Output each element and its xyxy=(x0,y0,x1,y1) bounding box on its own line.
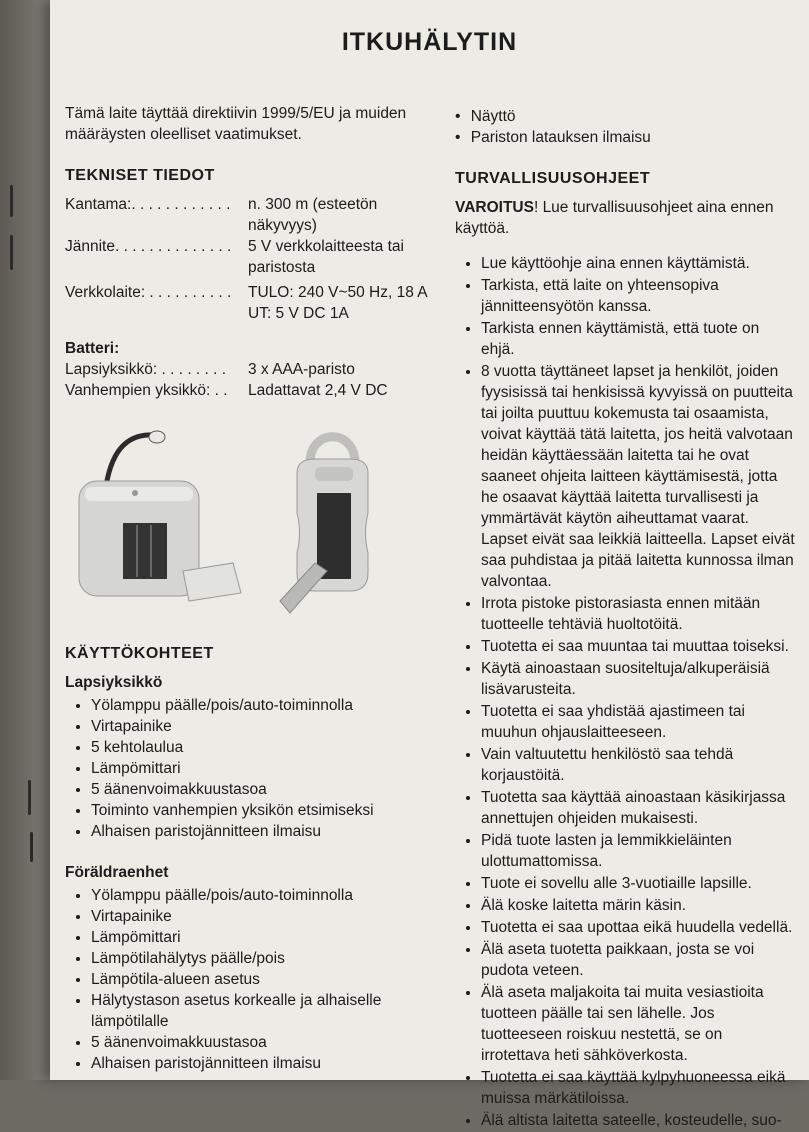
list-item: • Näyttö xyxy=(455,106,795,127)
binding-margin xyxy=(0,0,50,1080)
list-item: • Älä koske laitetta märin käsin. xyxy=(481,895,795,916)
speaker-grille xyxy=(315,467,353,481)
list-item: • 5 kehtolaulua xyxy=(91,737,440,758)
list-item: • Virtapainike xyxy=(91,716,440,737)
parent-unit-heading: Föräldraenhet xyxy=(65,864,169,881)
child-unit-heading: Lapsiyksikkö xyxy=(65,674,163,691)
spec-row xyxy=(65,236,440,278)
list-item: • Lämpötilahälytys päälle/pois xyxy=(91,948,440,969)
list-item: • Älä aseta maljakoita tai muita vesiastioita tuotteen päälle tai sen lähelle. Jos tuotteeseen roiskuu nestettä, se on irrotettava heti sähköverkosta. xyxy=(481,982,795,1066)
spec-value: Ladattavat 2,4 V DC xyxy=(248,382,388,399)
manual-page xyxy=(50,0,809,1129)
battery-heading: Batteri: xyxy=(65,340,120,357)
spec-value: 5 V verkkolaitteesta tai paristosta xyxy=(248,238,404,276)
lamp-head xyxy=(149,431,165,443)
margin-mark xyxy=(10,235,13,270)
safety-list xyxy=(455,253,795,1131)
product-photo xyxy=(65,423,440,633)
list-item: • Alhaisen paristojännitteen ilmaisu xyxy=(91,1053,440,1074)
margin-mark xyxy=(10,185,13,217)
safety-heading: TURVALLISUUSOHJEET xyxy=(455,170,651,187)
spec-row xyxy=(65,194,440,236)
list-item: • Alhaisen paristojännitteen ilmaisu xyxy=(91,821,440,842)
usage-heading: KÄYTTÖKOHTEET xyxy=(65,645,214,662)
list-item: • Älä aseta tuotetta paikkaan, josta se voi pudota veteen. xyxy=(481,939,795,981)
warning-text xyxy=(455,197,795,239)
list-item: • Pidä tuote lasten ja lemmikkieläinten ulottumattomissa. xyxy=(481,830,795,872)
list-item: • 5 äänenvoimakkuustasoa xyxy=(91,779,440,800)
tech-heading: TEKNISET TIEDOT xyxy=(65,167,215,184)
list-item: • Tuote ei sovellu alle 3-vuotiaille lapsille. xyxy=(481,873,795,894)
margin-mark xyxy=(28,780,31,815)
spec-row xyxy=(65,303,440,324)
list-item: • Lämpömittari xyxy=(91,927,440,948)
spec-value: UT: 5 V DC 1A xyxy=(248,305,349,322)
spec-label: Kantama:. . . . . . . . . . . . xyxy=(65,196,231,213)
list-item: • Toiminto vanhempien yksikön etsimiseksi xyxy=(91,800,440,821)
list-item: • Yölamppu päälle/pois/auto-toiminnolla xyxy=(91,885,440,906)
page-title: ITKUHÄLYTIN xyxy=(341,28,518,56)
spec-value: TULO: 240 V~50 Hz, 18 A xyxy=(248,284,428,301)
list-item: • Yölamppu päälle/pois/auto-toiminnolla xyxy=(91,695,440,716)
spec-row xyxy=(65,359,440,380)
list-item: • Pariston latauksen ilmaisu xyxy=(455,127,795,148)
spec-row xyxy=(65,380,440,401)
spec-value: 3 x AAA-paristo xyxy=(248,361,355,378)
list-item: • Vain valtuutettu henkilöstö saa tehdä korjaustöitä. xyxy=(481,744,795,786)
list-item: • Tuotetta saa käyttää ainoastaan käsikirjassa annettujen ohjeiden mukaisesti. xyxy=(481,787,795,829)
spec-label: Verkkolaite: . . . . . . . . . . xyxy=(65,284,232,301)
display-feature-list xyxy=(455,106,795,148)
list-item: • Lue käyttöohje aina ennen käyttämistä. xyxy=(481,253,795,274)
list-item: • 5 äänenvoimakkuustasoa xyxy=(91,1032,440,1053)
warning-word: VAROITUS xyxy=(455,199,534,216)
list-item: • Tuotetta ei saa yhdistää ajastimeen tai muuhun ohjauslaitteeseen. xyxy=(481,701,795,743)
list-item: • Tarkista ennen käyttämistä, että tuote on ehjä. xyxy=(481,318,795,360)
list-item: • Tuotetta ei saa muuntaa tai muuttaa toiseksi. xyxy=(481,636,795,657)
battery-compartment xyxy=(123,523,167,579)
margin-mark xyxy=(30,832,33,862)
parent-battery-compartment xyxy=(317,493,351,579)
spec-value: n. 300 m (esteetön näkyvyys) xyxy=(248,196,378,234)
list-item: • Lämpömittari xyxy=(91,758,440,779)
right-column xyxy=(455,106,795,1132)
intro-text: Tämä laite täyttää direktiivin 1999/5/EU ja muiden määräysten oleelliset vaatimukset. xyxy=(65,105,407,143)
spec-label: Lapsiyksikkö: . . . . . . . . xyxy=(65,361,227,378)
spec-row xyxy=(65,282,440,303)
list-item: • Virtapainike xyxy=(91,906,440,927)
child-feature-list xyxy=(65,695,440,842)
list-item: • Älä altista laitetta sateelle, kosteudelle, suo- xyxy=(481,1110,795,1131)
list-item: • Tarkista, että laite on yhteensopiva jännitteensyötön kanssa. xyxy=(481,275,795,317)
child-unit-top xyxy=(85,487,193,501)
spec-label xyxy=(65,303,248,324)
list-item: • Tuotetta ei saa upottaa eikä huudella vedellä. xyxy=(481,917,795,938)
list-item: • Käytä ainoastaan suositeltuja/alkuperäisiä lisävarusteita. xyxy=(481,658,795,700)
left-column xyxy=(65,103,440,1074)
power-led xyxy=(132,490,138,496)
list-item: • Tuotetta ei saa käyttää kylpyhuoneessa eikä muissa märkätiloissa. xyxy=(481,1067,795,1109)
list-item: • Irrota pistoke pistorasiasta ennen mitään tuotteelle tehtäviä huoltotöitä. xyxy=(481,593,795,635)
list-item: • Hälytystason asetus korkealle ja alhaiselle lämpötilalle xyxy=(91,990,440,1032)
list-item: • 8 vuotta täyttäneet lapset ja henkilöt, joiden fyysisissä tai henkisissä kyvyissä on puutteita tai joilta puuttuu kokemusta tai osaamista, voivat käyttää tätä laitetta, jos heitä valvotaan heidän käyttäessään laitetta tai he ovat saaneet ohjeita laitteen käyttämisestä, jotta he osaavat käyttää laitetta turvallisesti ja ymmärtävät käytön aiheuttamat vaarat. Lapset eivät saa leikkiä laitteella. Lapset eivät saa puhdistaa ja pitää laitetta kunnossa ilman valvontaa. xyxy=(481,361,795,592)
warning-rest: ! Lue turvallisuusohjeet aina ennen käyttöä. xyxy=(455,199,774,237)
baby-monitor-illustration xyxy=(65,423,395,633)
parent-feature-list xyxy=(65,885,440,1074)
spec-label: Jännite. . . . . . . . . . . . . . xyxy=(65,238,232,255)
spec-label: Vanhempien yksikkö: . . xyxy=(65,382,228,399)
list-item: • Lämpötila-alueen asetus xyxy=(91,969,440,990)
